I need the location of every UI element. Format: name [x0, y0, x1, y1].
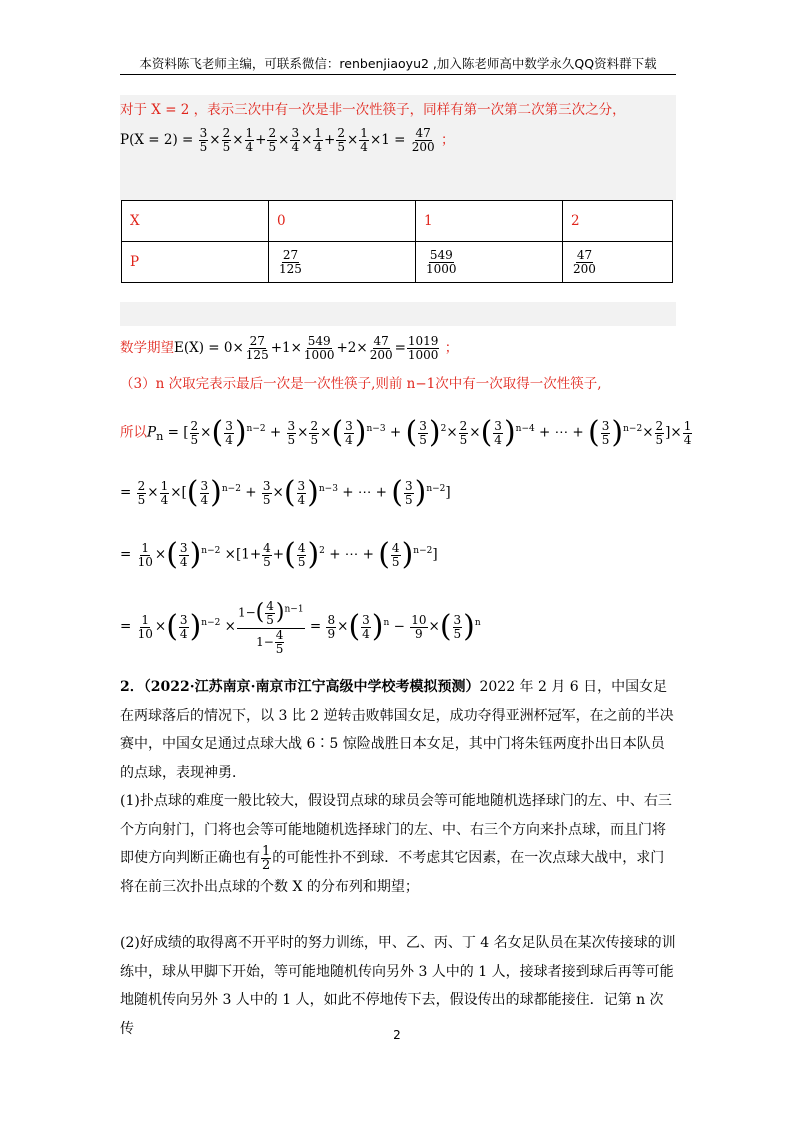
- expectation-lhs: E(X) = 0×: [174, 340, 244, 356]
- distribution-table: [121, 200, 673, 283]
- table-row: [122, 201, 673, 242]
- table-cell: $\frac{27}{125}$: [269, 242, 416, 283]
- problem-source: （2022·江苏南京·南京市江宁高级中学校考模拟预测）: [143, 679, 480, 695]
- pn-formula-line3: = $\frac{1}{10}$ ×( $\frac{3}{4}$ )$^{n-2}$ ×[1+ $\frac{4}{5}$ +( $\frac{4}{5}$ )$^2$ + ⋯ + ( $\frac{4}{5}$ )$^{n-2}$]: [120, 537, 438, 572]
- table-cell: 2: [563, 201, 673, 242]
- p-x2-result: $\frac{47}{200}$: [411, 126, 435, 154]
- x2-text: 对于 X = 2 ，表示三次中有一次是非一次性筷子，同样有第一次第二次第三次之分，: [120, 102, 626, 118]
- table-cell: P: [122, 242, 269, 283]
- expectation-formula: 数学期望E(X) = 0× $\frac{27}{125}$ +1× $\frac{549}{1000}$ +2× $\frac{47}{200}$ = $\frac{1019}{1000}$ ；: [120, 334, 459, 362]
- solution-block-gap: [120, 170, 676, 200]
- table-cell: X: [122, 201, 269, 242]
- p-x2-lhs: P(X = 2) =: [120, 132, 194, 148]
- table-cell: $\frac{549}{1000}$: [416, 242, 563, 283]
- problem-2-part1: (1)扑点球的难度一般比较大，假设罚点球的球员会等可能地随机选择球门的左、中、右三个方向射门，门将也会等可能地随机选择球门的左、中、右三个方向来扑点球，而且门将即使方向判断正确也有 $\frac{1}{2}$ 的可能性扑不到球．不考虑其它因素，在一次点球大战中，求门将在前三次扑出点球的个数 X 的分布列和期望；: [120, 793, 672, 895]
- solution-block-x2: [120, 95, 676, 170]
- table-cell: 0: [269, 201, 416, 242]
- header-rule: [120, 74, 676, 75]
- pn-formula-line2: = $\frac{2}{5}$ × $\frac{1}{4}$ ×[( $\frac{3}{4}$ )$^{n-2}$ + $\frac{3}{5}$ ×( $\frac{3}{4}$ )$^{n-3}$ + ⋯ + ( $\frac{3}{5}$ )$^{n-2}$]: [120, 475, 451, 510]
- pn-formula-line1: 所以$P_n$ = [ $\frac{2}{5}$ ×( $\frac{3}{4}$ )$^{n-2}$ + $\frac{3}{5}$ × $\frac{2}{5}$ ×( $\frac{3}{4}$ )$^{n-3}$ + ( $\frac{3}{5}$ )$^2$× $\frac{2}{5}$ ×( $\frac{3}{4}$ )$^{n-4}$ + ⋯ + ( $\frac{3}{5}$ )$^{n-2}$× $\frac{2}{5}$ ]× $\frac{1}{4}$: [120, 415, 692, 450]
- problem-number: 2．: [120, 679, 144, 695]
- problem-intro: 2022 年 2 月 6 日，中国女足在两球落后的情况下，以 3 比 2 逆转击败韩国女足，成功夺得亚洲杯冠军，在之前的半决赛中，中国女足通过点球大战 6∶5 惊险战胜日本女足，其中门将朱钰两度扑出日本队员的点球，表现神勇．: [120, 679, 674, 781]
- table-cell: 1: [416, 201, 563, 242]
- solution-block-gap-2: [120, 302, 676, 326]
- table-row: [122, 242, 673, 283]
- table-cell: $\frac{47}{200}$: [563, 242, 673, 283]
- problem-2-part2: (2)好成绩的取得离不开平时的努力训练，甲、乙、丙、丁 4 名女足队员在某次传接球的训练中，球从甲脚下开始，等可能地随机传向另外 3 人中的 1 人，接球者接到球后再等可能地随机传向另外 3 人中的 1 人，如此不停地传下去，假设传出的球都能接住．记第 n 次传: [120, 935, 676, 1037]
- pn-formula-line4: = $\frac{1}{10}$ ×( $\frac{3}{4}$ )$^{n-2}$ × 1−( $\frac{4}{5}$ )$^{n-1}$ 1− $\frac{4}{5}$ = $\frac{8}{9}$ ×( $\frac{3}{4}$ )$^n$ − $\frac{10}{9}$ ×( $\frac{3}{5}$ )$^n$: [120, 598, 481, 656]
- part3-text: （3）n 次取完表示最后一次是一次性筷子,则前 n−1次中有一次取得一次性筷子,: [120, 376, 602, 392]
- expectation-result: $\frac{1019}{1000}$: [407, 334, 439, 362]
- problem-2-intro: [120, 673, 676, 787]
- page-number: 2: [393, 1028, 401, 1042]
- page-header: 本资料陈飞老师主编，可联系微信：renbenjiaoyu2 ,加入陈老师高中数学永久QQ资料群下载: [139, 56, 657, 71]
- expectation-label: 数学期望: [120, 340, 174, 356]
- p-x2-formula: P(X = 2) = $\frac{3}{5}$ × $\frac{2}{5}$ × $\frac{1}{4}$ + $\frac{2}{5}$ × $\frac{3}{4}$ × $\frac{1}{4}$ + $\frac{2}{5}$ × $\frac{1}{4}$ ×1 = $\frac{47}{200}$ ；: [120, 126, 455, 154]
